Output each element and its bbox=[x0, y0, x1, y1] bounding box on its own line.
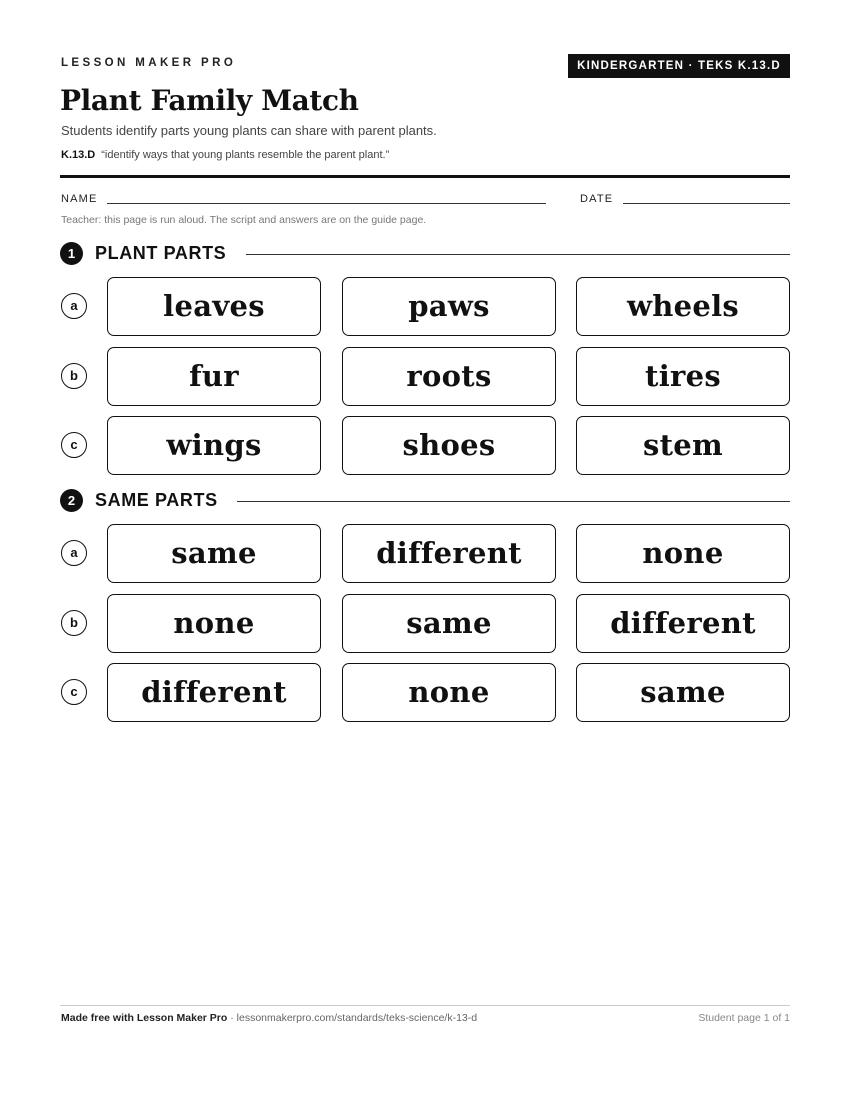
standard-text: “identify ways that young plants resemble the parent plant.” bbox=[101, 149, 390, 161]
answer-card[interactable]: wheels bbox=[576, 277, 790, 336]
footer-credit bbox=[61, 1012, 477, 1024]
footer-url[interactable]: lessonmakerpro.com/standards/teks-science/k-13-d bbox=[236, 1012, 478, 1024]
answer-card[interactable]: wings bbox=[107, 416, 321, 475]
date-label: DATE bbox=[580, 193, 614, 205]
answer-card[interactable]: tires bbox=[576, 347, 790, 406]
section-plant-parts bbox=[60, 241, 790, 267]
footer-divider bbox=[60, 1005, 790, 1006]
row-letter: c bbox=[61, 432, 87, 458]
row-letter: a bbox=[61, 540, 87, 566]
teacher-note: Teacher: this page is run aloud. The script and answers are on the guide page. bbox=[61, 214, 427, 226]
answer-card[interactable]: leaves bbox=[107, 277, 321, 336]
row-letter: b bbox=[61, 610, 87, 636]
section-title: PLANT PARTS bbox=[95, 243, 227, 263]
answer-card[interactable]: same bbox=[107, 524, 321, 583]
answer-card[interactable]: different bbox=[342, 524, 556, 583]
section-number: 2 bbox=[60, 489, 83, 512]
name-label: NAME bbox=[61, 193, 98, 205]
answer-card[interactable]: different bbox=[576, 594, 790, 653]
brand-name: LESSON MAKER PRO bbox=[61, 57, 237, 69]
date-field[interactable] bbox=[623, 203, 790, 204]
row-letter: b bbox=[61, 363, 87, 389]
header-divider bbox=[60, 175, 790, 178]
answer-card[interactable]: none bbox=[576, 524, 790, 583]
answer-card[interactable]: roots bbox=[342, 347, 556, 406]
page-subtitle: Students identify parts young plants can share with parent plants. bbox=[61, 123, 437, 138]
section-title: SAME PARTS bbox=[95, 490, 218, 510]
section-divider bbox=[237, 501, 790, 502]
answer-card[interactable]: same bbox=[342, 594, 556, 653]
answer-card[interactable]: same bbox=[576, 663, 790, 722]
answer-card[interactable]: paws bbox=[342, 277, 556, 336]
page-title: Plant Family Match bbox=[60, 84, 359, 117]
standard-code: K.13.D bbox=[61, 149, 96, 161]
answer-card[interactable]: none bbox=[107, 594, 321, 653]
section-same-parts bbox=[60, 488, 790, 514]
answer-card[interactable]: shoes bbox=[342, 416, 556, 475]
section-divider bbox=[246, 254, 790, 255]
answer-card[interactable]: fur bbox=[107, 347, 321, 406]
answer-card[interactable]: stem bbox=[576, 416, 790, 475]
answer-card[interactable]: different bbox=[107, 663, 321, 722]
footer-separator: · bbox=[227, 1012, 237, 1024]
footer-made-with: Made free with Lesson Maker Pro bbox=[61, 1012, 228, 1024]
footer-page-number: Student page 1 of 1 bbox=[698, 1012, 790, 1024]
section-number: 1 bbox=[60, 242, 83, 265]
row-letter: a bbox=[61, 293, 87, 319]
name-field[interactable] bbox=[107, 203, 546, 204]
grade-badge: KINDERGARTEN · TEKS K.13.D bbox=[568, 54, 790, 78]
row-letter: c bbox=[61, 679, 87, 705]
standard-statement bbox=[61, 149, 389, 161]
answer-card[interactable]: none bbox=[342, 663, 556, 722]
